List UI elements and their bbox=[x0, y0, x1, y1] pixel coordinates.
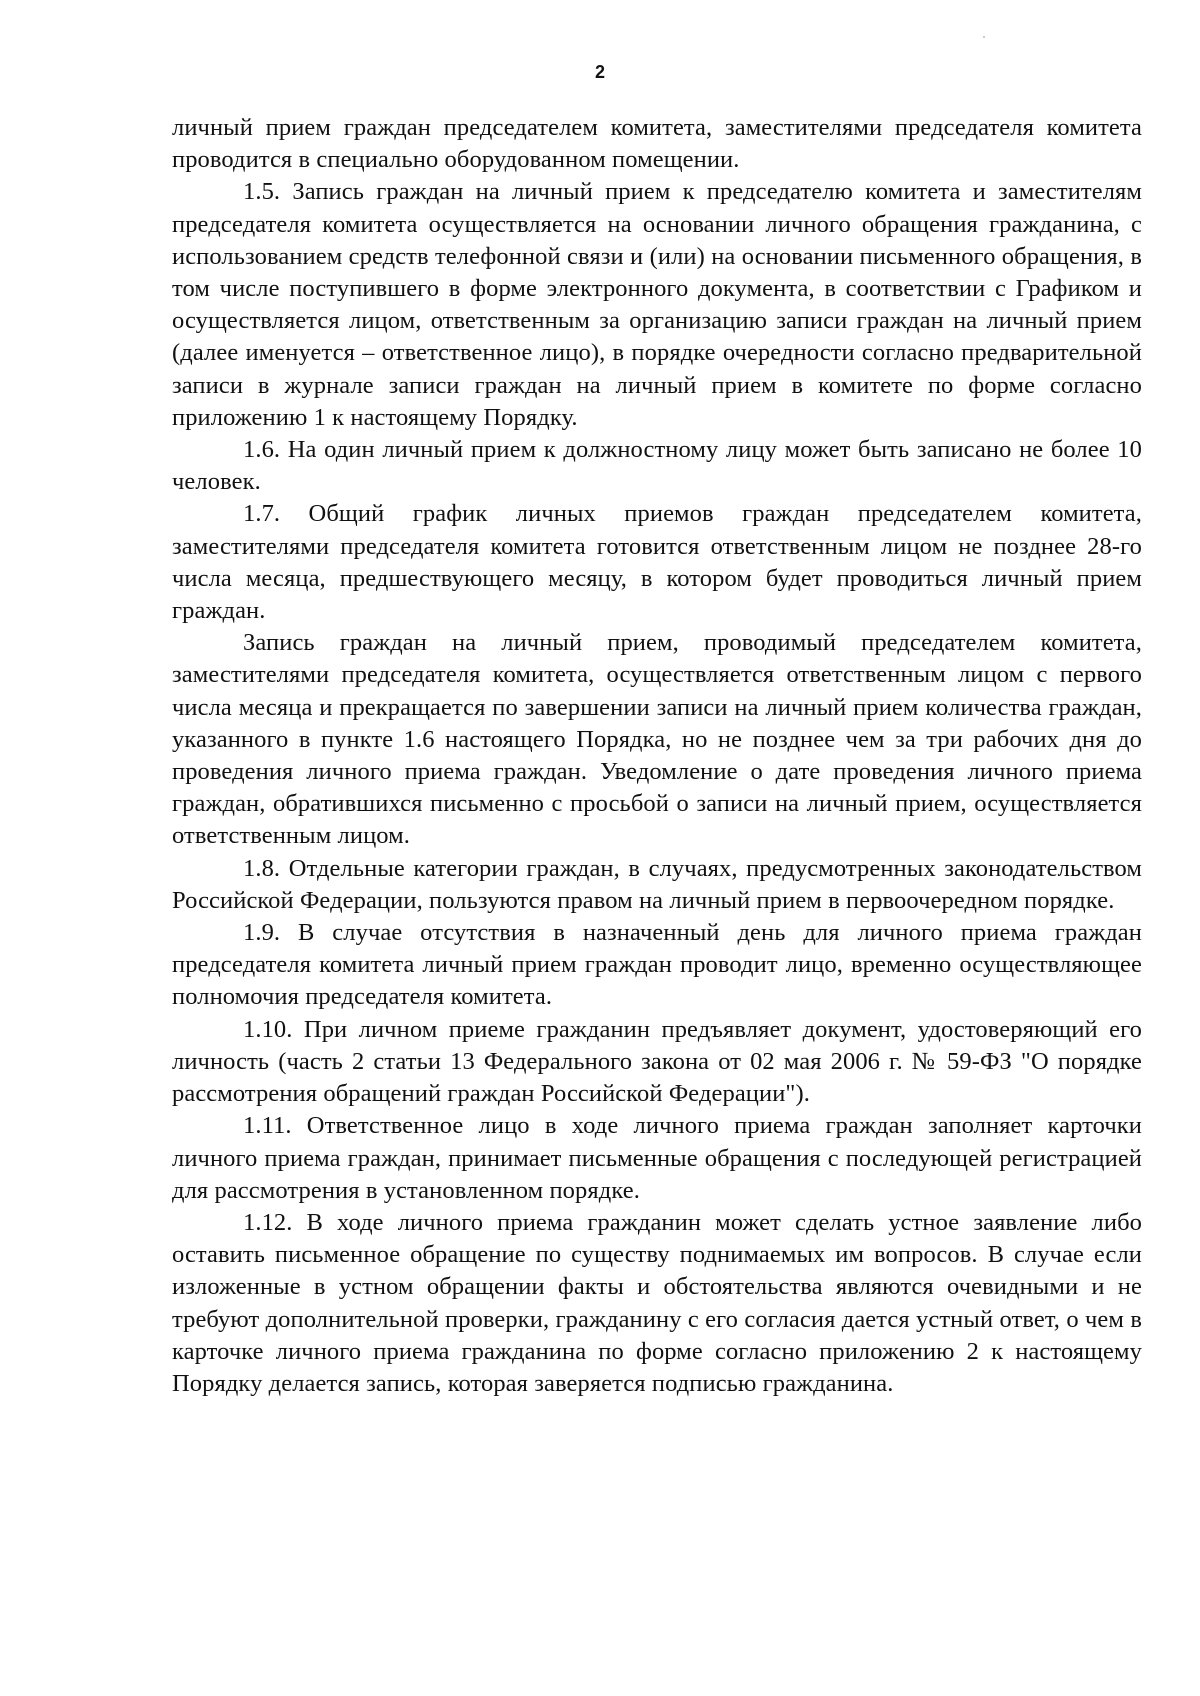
paragraph-1-8: 1.8. Отдельные категории граждан, в случаях, предусмотренных законодательством Российской Федерации, пользуются правом на личный прием в первоочередном порядке. bbox=[172, 854, 1142, 914]
paragraph-continuation: личный прием граждан председателем комитета, заместителями председателя комитета проводится в специально оборудованном помещении. bbox=[172, 114, 1142, 174]
paragraph-1-7: 1.7. Общий график личных приемов граждан председателем комитета, заместителями председателя комитета готовится ответственным лицом не позднее 28-го числа месяца, предшествующего месяцу, в котором будет проводиться личный прием граждан. bbox=[172, 500, 1142, 625]
paragraph-1-12: 1.12. В ходе личного приема гражданин может сделать устное заявление либо оставить письменное обращение по существу поднимаемых им вопросов. В случае если изложенные в устном обращении факты и обстоятельства являются очевидными и не требуют дополнительной проверки, гражданину с его согласия дается устный ответ, о чем в карточке личного приема гражданина по форме согласно приложению 2 к настоящему Порядку делается запись, которая заверяется подписью гражданина. bbox=[172, 1208, 1142, 1397]
paragraph-1-6: 1.6. На один личный прием к должностному лицу может быть записано не более 10 человек. bbox=[172, 436, 1142, 496]
paragraph-1-5: 1.5. Запись граждан на личный прием к председателю комитета и заместителям председателя комитета осуществляется на основании личного обращения гражданина, с использованием средств телефонной связи и (или) на основании письменного обращения, в том числе поступившего в форме электронного документа, в соответствии с Графиком и осуществляется лицом, ответственным за организацию записи граждан на личный прием (далее именуется – ответственное лицо), в порядке очередности согласно предварительной записи в журнале записи граждан на личный прием в комитете по форме согласно приложению 1 к настоящему Порядку. bbox=[172, 178, 1142, 431]
page-number: 2 bbox=[594, 62, 605, 82]
document-body bbox=[172, 112, 1142, 1400]
paragraph-1-9: 1.9. В случае отсутствия в назначенный день для личного приема граждан председателя комитета личный прием граждан проводит лицо, временно осуществляющее полномочия председателя комитета. bbox=[172, 919, 1142, 1011]
scan-speck bbox=[983, 36, 985, 38]
paragraph-1-10: 1.10. При личном приеме гражданин предъявляет документ, удостоверяющий его личность (часть 2 статьи 13 Федерального закона от 02 мая 2006 г. № 59-ФЗ "О порядке рассмотрения обращений граждан Российской Федерации"). bbox=[172, 1015, 1142, 1108]
paragraph-1-11: 1.11. Ответственное лицо в ходе личного приема граждан заполняет карточки личного приема граждан, принимает письменные обращения с последующей регистрацией для рассмотрения в установленном порядке. bbox=[172, 1112, 1142, 1204]
paragraph-1-7-continued: Запись граждан на личный прием, проводимый председателем комитета, заместителями председателя комитета, осуществляется ответственным лицом с первого числа месяца и прекращается по завершении записи на личный прием количества граждан, указанного в пункте 1.6 настоящего Порядка, но не позднее чем за три рабочих дня до проведения личного приема граждан. Уведомление о дате проведения личного приема граждан, обратившихся письменно с просьбой о записи на личный прием, осуществляется ответственным лицом. bbox=[172, 629, 1142, 850]
